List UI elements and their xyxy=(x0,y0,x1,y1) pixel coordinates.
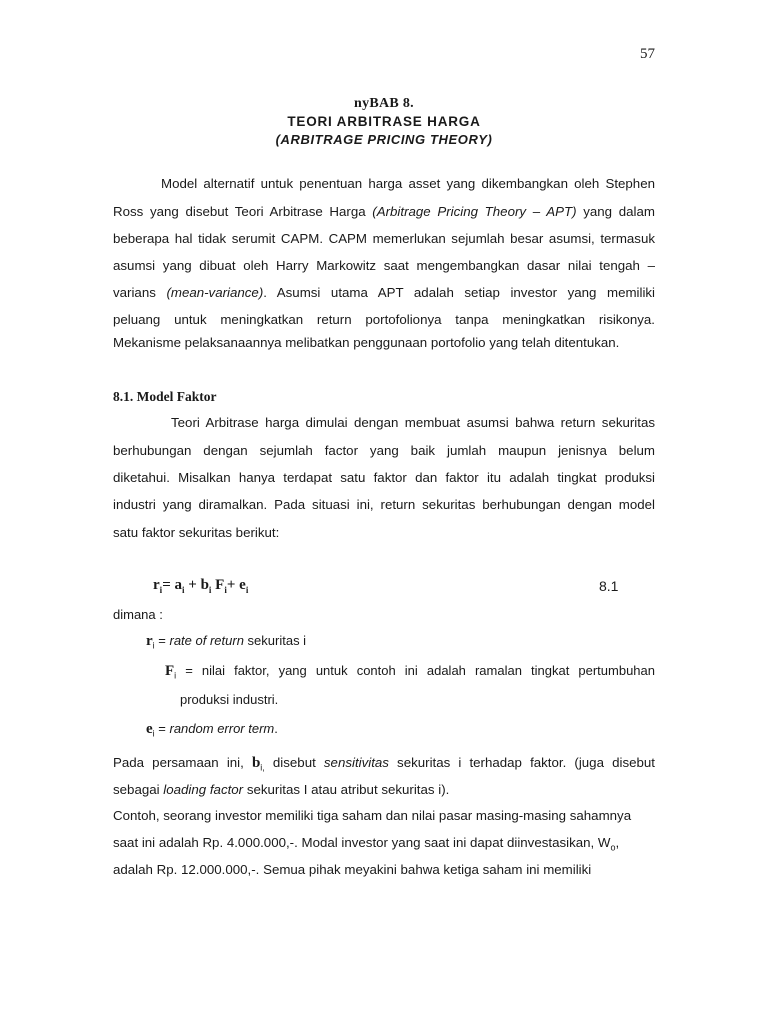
section-heading: 8.1. Model Faktor xyxy=(113,389,217,404)
chapter-title: TEORI ARBITRASE HARGA xyxy=(287,114,481,129)
page-number: 57 xyxy=(640,46,655,62)
chapter-subtitle: (ARBITRAGE PRICING THEORY) xyxy=(275,132,493,147)
section-line-4: industri yang diramalkan. Pada situasi ini, return sekuritas berhubungan dengan model xyxy=(113,497,655,512)
section-line-3: diketahui. Misalkan hanya terdapat satu faktor dan faktor itu adalah tingkat produksi xyxy=(113,470,655,485)
closing-line-5: adalah Rp. 12.000.000,-. Semua pihak meyakini bahwa ketiga saham ini memiliki xyxy=(113,862,592,877)
chapter-label: nyBAB 8. xyxy=(354,96,414,111)
closing-line-1: Pada persamaan ini, $b_{i,}$ disebut sensitivitas sekuritas i terhadap faktor. (juga disebut xyxy=(113,755,655,773)
closing-line-3: Contoh, seorang investor memiliki tiga saham dan nilai pasar masing-masing sahamnya xyxy=(113,808,632,823)
intro-line-7: Mekanisme pelaksanaannya melibatkan penggunaan portofolio yang telah ditentukan. xyxy=(113,335,620,350)
definition-f-line-2: produksi industri. xyxy=(180,692,279,707)
intro-line-1: Model alternatif untuk penentuan harga asset yang dikembangkan oleh Stephen xyxy=(161,176,655,191)
section-line-5: satu faktor sekuritas berikut: xyxy=(113,525,280,540)
definition-e: $e_i$ = random error term. xyxy=(146,721,278,739)
equation-number: 8.1 xyxy=(599,578,619,594)
intro-line-6: peluang untuk meningkatkan return portofolionya tanpa meningkatkan risikonya. xyxy=(113,312,655,327)
equation-8-1: $r_i= a_i + b_i$ $F_i+ e_i$ xyxy=(153,577,249,595)
intro-line-3: beberapa hal tidak serumit CAPM. CAPM memerlukan sejumlah besar asumsi, termasuk xyxy=(113,231,655,246)
section-line-2: berhubungan dengan sejumlah factor yang baik jumlah maupun jenisnya belum xyxy=(113,443,655,458)
dimana-label: dimana : xyxy=(113,607,163,622)
intro-line-5: varians (mean-variance). Asumsi utama APT adalah setiap investor yang memiliki xyxy=(113,285,656,300)
closing-line-2: sebagai loading factor sekuritas I atau atribut sekuritas i). xyxy=(113,782,450,797)
intro-line-2: Ross yang disebut Teori Arbitrase Harga (Arbitrage Pricing Theory – APT) yang dalam xyxy=(113,204,655,219)
section-line-1: Teori Arbitrase harga dimulai dengan membuat asumsi bahwa return sekuritas xyxy=(171,415,655,430)
definition-f-line-1: $F_i$ = nilai faktor, yang untuk contoh ini adalah ramalan tingkat pertumbuhan xyxy=(165,663,655,681)
definition-r: $r_i$ = rate of return sekuritas i xyxy=(146,633,307,651)
closing-line-4: saat ini adalah Rp. 4.000.000,-. Modal investor yang saat ini dapat diinvestasikan, $W_o$, xyxy=(113,835,620,853)
intro-line-4: asumsi yang dibuat oleh Harry Markowitz saat mengembangkan dasar nilai tengah – xyxy=(113,258,655,273)
